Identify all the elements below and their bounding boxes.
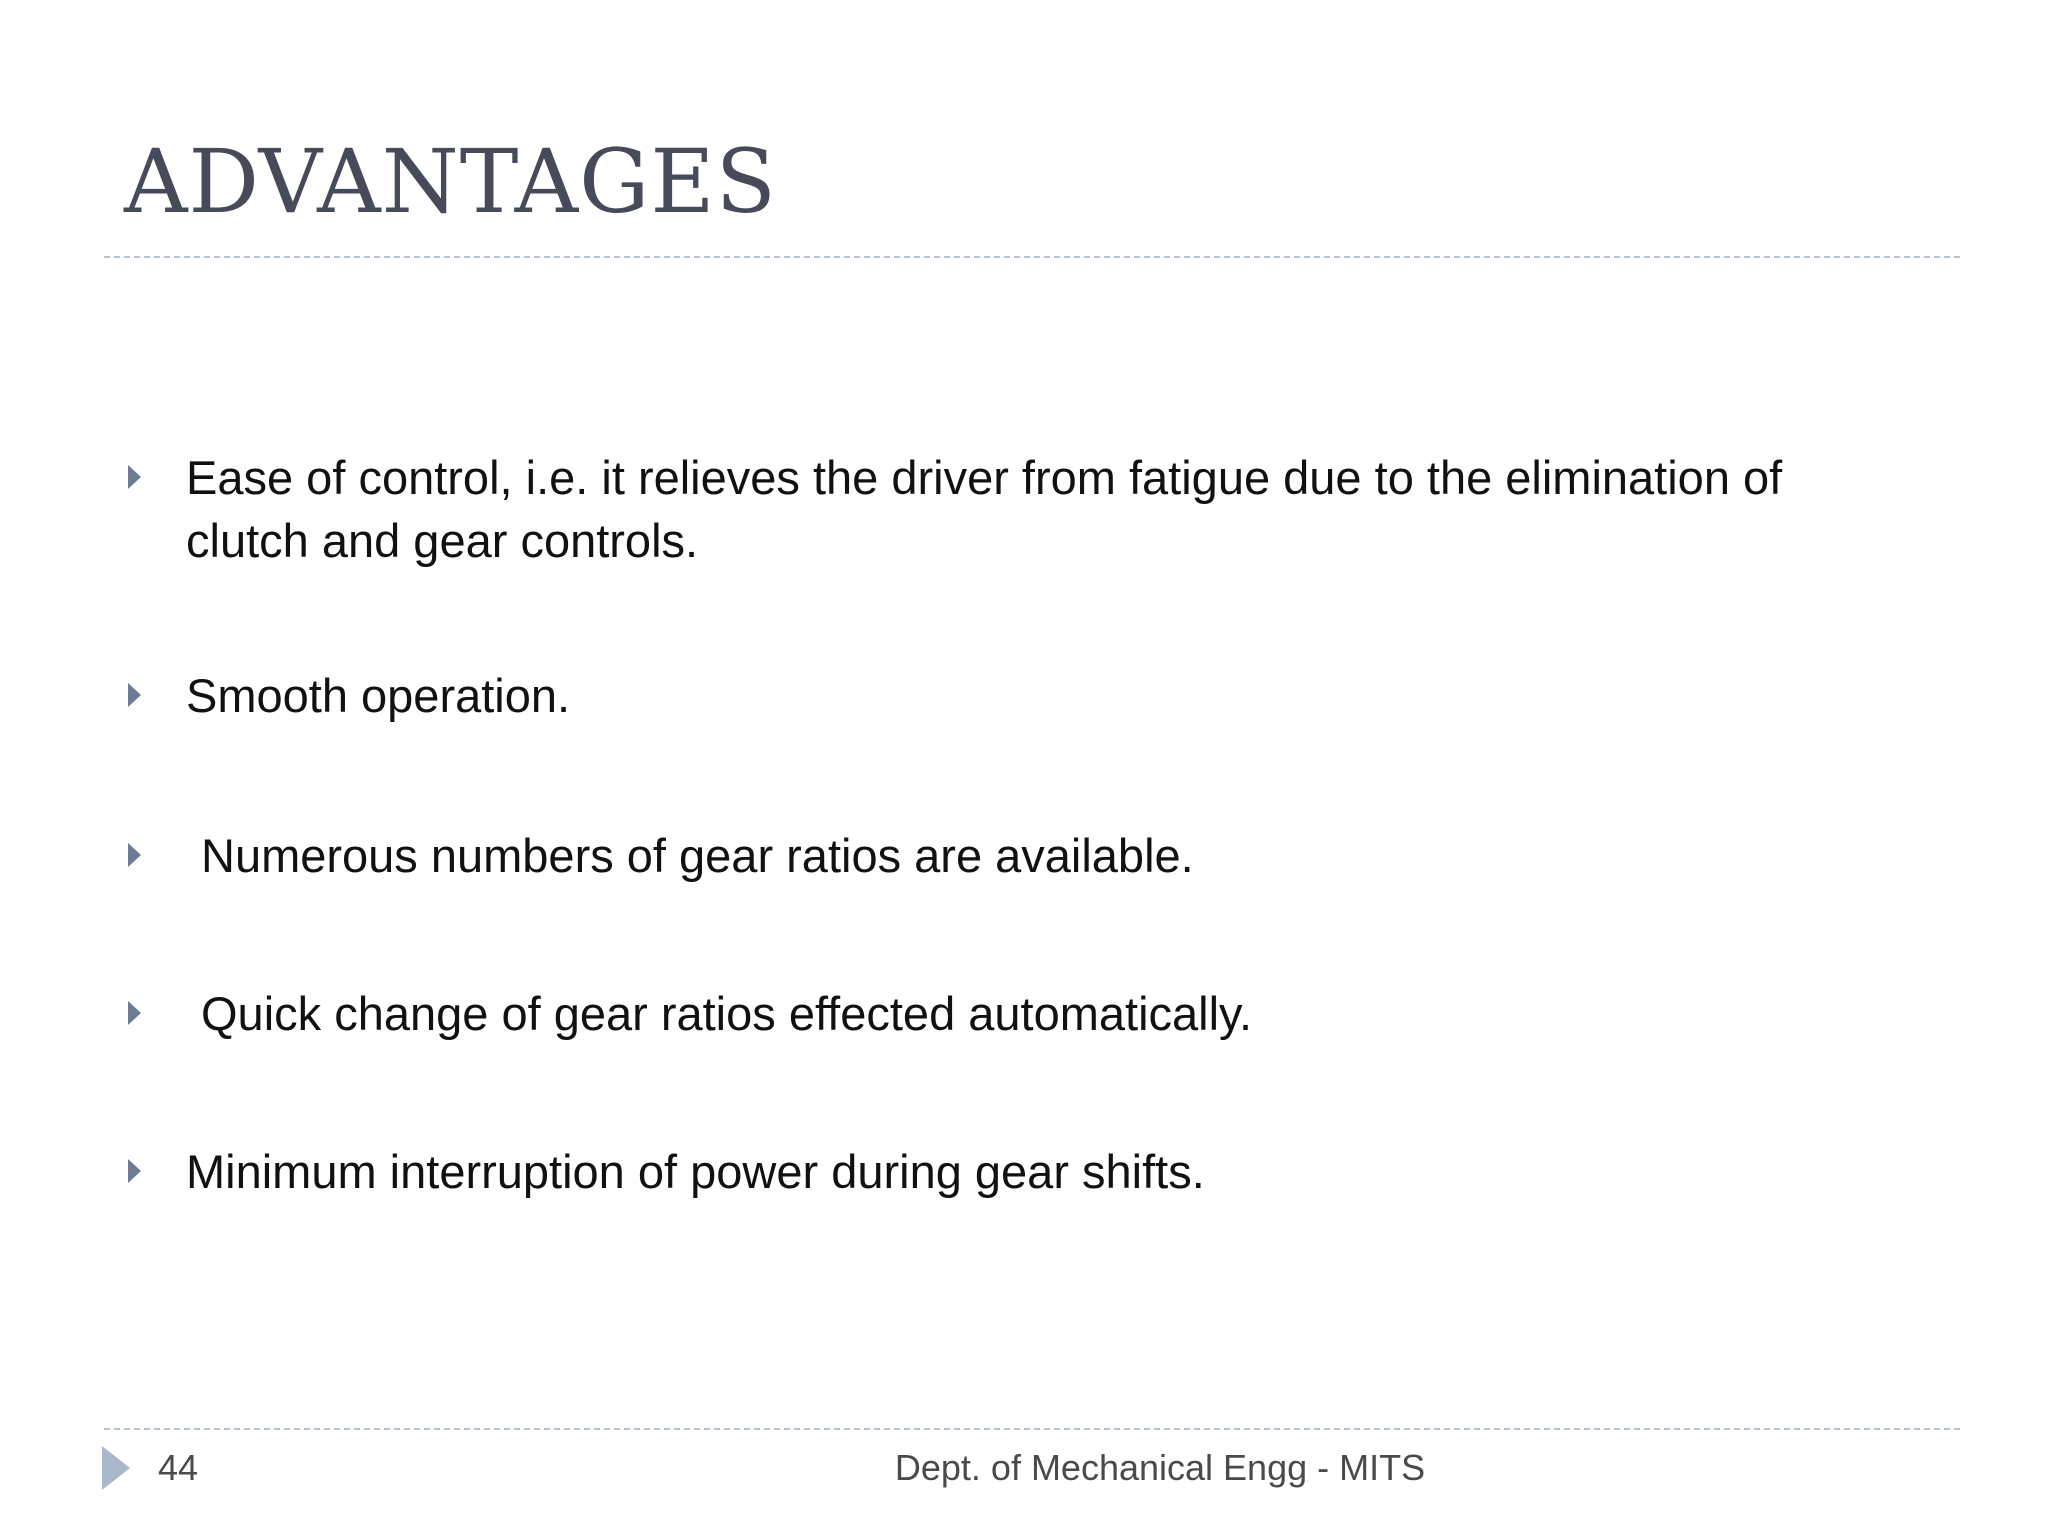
bullet-text: Quick change of gear ratios effected automatically. — [201, 987, 1253, 1040]
bullet-text: Minimum interruption of power during gear shifts. — [186, 1145, 1205, 1198]
bullet-arrow-icon — [128, 1001, 141, 1025]
bullet-arrow-icon — [128, 683, 141, 707]
bullet-arrow-icon — [128, 843, 141, 867]
page-number: 44 — [158, 1447, 199, 1488]
bullet-text: Smooth operation. — [186, 669, 571, 722]
bullet-arrow-icon — [128, 465, 141, 489]
title-divider — [104, 256, 1960, 258]
bullet-arrow-icon — [128, 1159, 141, 1183]
bullet-text: Ease of control, i.e. it relieves the driver from fatigue due to the elimination of clutch and gear controls. — [186, 451, 1783, 567]
bullet-text: Numerous numbers of gear ratios are available. — [201, 829, 1194, 882]
footer-divider — [104, 1428, 1960, 1430]
slide-title: ADVANTAGES — [124, 130, 777, 233]
footer-department-text: Dept. of Mechanical Engg - MITS — [894, 1447, 1426, 1488]
footer-triangle-icon — [102, 1446, 130, 1490]
